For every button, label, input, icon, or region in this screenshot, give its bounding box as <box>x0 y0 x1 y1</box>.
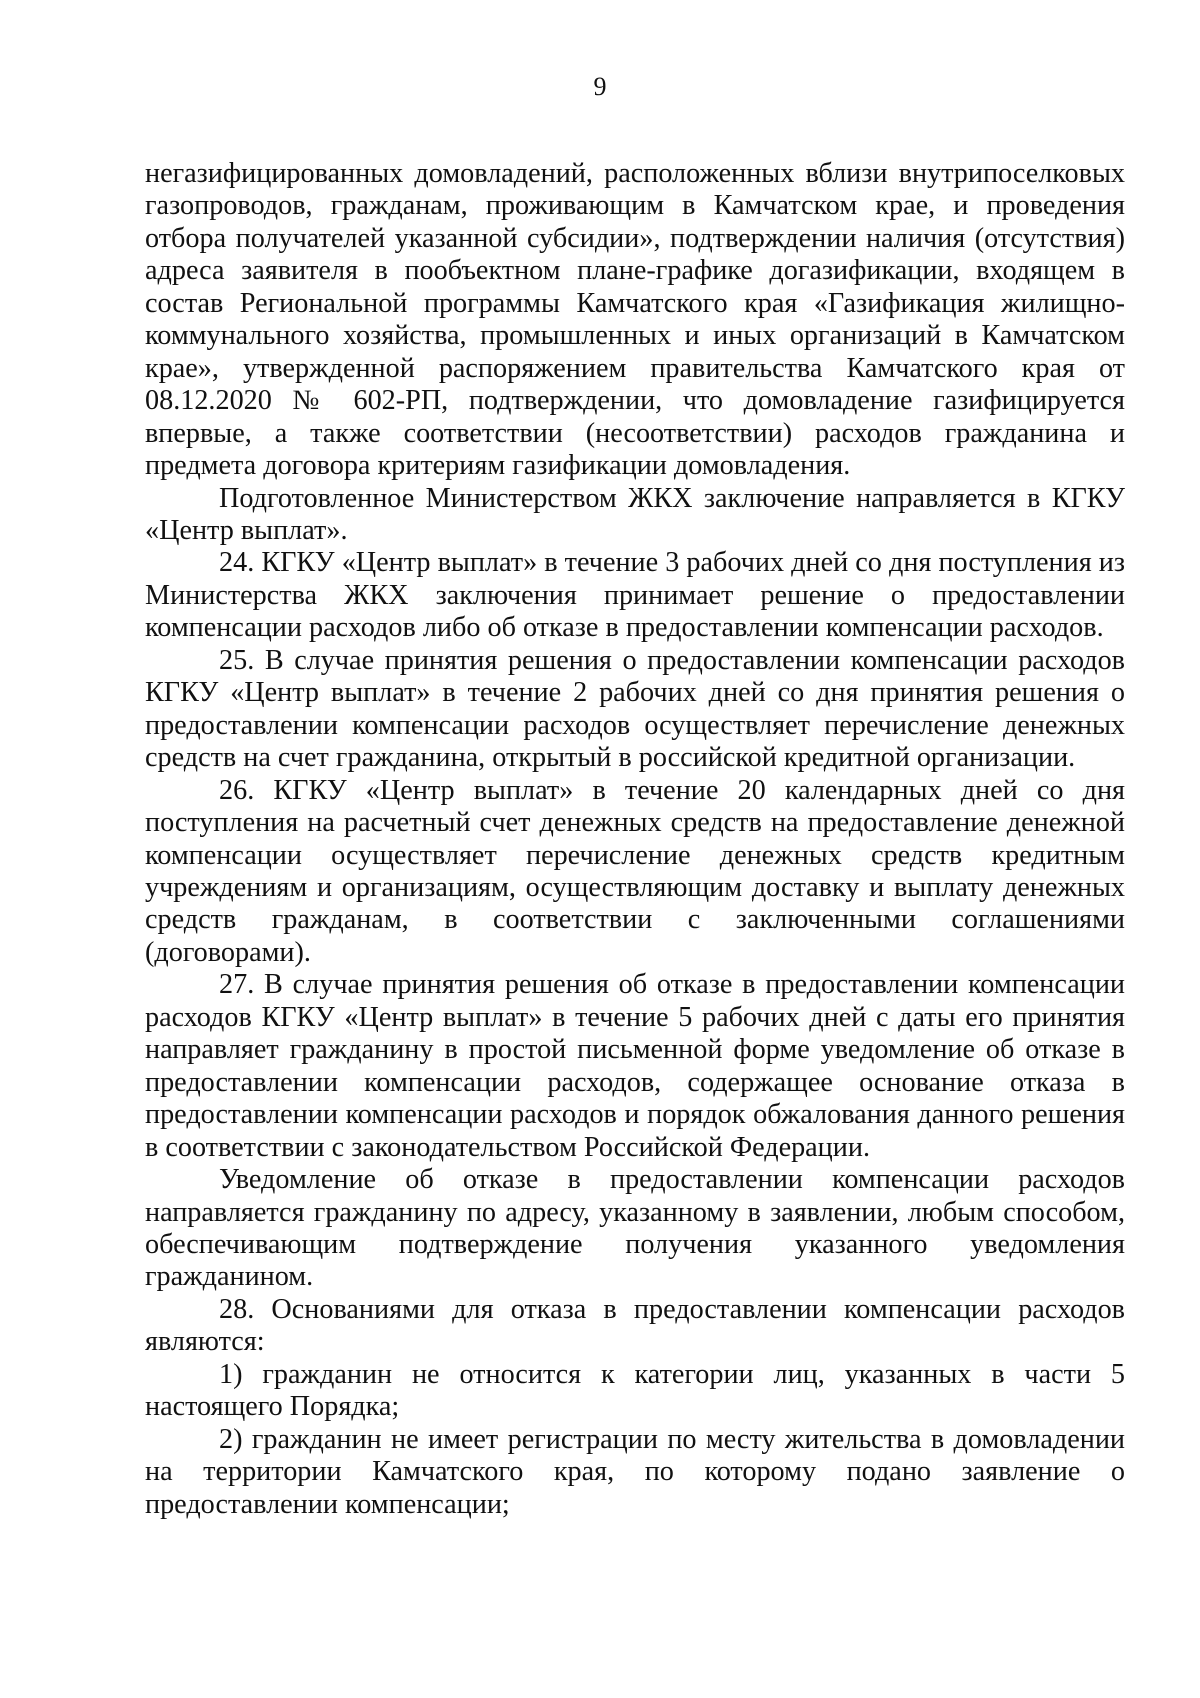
paragraph-item-26: 26. КГКУ «Центр выплат» в течение 20 календарных дней со дня поступления на расчетный счет денежных средств на предоставление денежной компенсации осуществляет перечисление денежных средств кредитным учреждениям и организациям, осуществляющим доставку и выплату денежных средств гражданам, в соответствии с заключенными соглашениями (договорами). <box>145 774 1125 968</box>
paragraph-subitem-2: 2) гражданин не имеет регистрации по месту жительства в домовладении на территории Камчатского края, по которому подано заявление о предоставлении компенсации; <box>145 1423 1125 1520</box>
paragraph-refusal-notice: Уведомление об отказе в предоставлении компенсации расходов направляется гражданину по адресу, указанному в заявлении, любым способом, обеспечивающим подтверждение получения указанного уведомления гражданином. <box>145 1164 1125 1293</box>
paragraph-item-25: 25. В случае принятия решения о предоставлении компенсации расходов КГКУ «Центр выплат» в течение 2 рабочих дней со дня принятия решения о предоставлении компенсации расходов осуществляет перечисление денежных средств на счет гражданина, открытый в российской кредитной организации. <box>145 644 1125 774</box>
paragraph-continuation: негазифицированных домовладений, расположенных вблизи внутрипоселковых газопроводов, гражданам, проживающим в Камчатском крае, и проведения отбора получателей указанной субсидии», подтверждении наличия (отсутствия) адреса заявителя в пообъектном плане-графике догазификации, входящем в состав Региональной программы Камчатского края «Газификация жилищно-коммунального хозяйства, промышленных и иных организаций в Камчатском крае», утвержденной распоряжением правительства Камчатского края от 08.12.2020 № 602-РП, подтверждении, что домовладение газифицируется впервые, а также соответствии (несоответствии) расходов гражданина и предмета договора критериям газификации домовладения. <box>145 158 1125 482</box>
paragraph-item-24: 24. КГКУ «Центр выплат» в течение 3 рабочих дней со дня поступления из Министерства ЖКХ заключения принимает решение о предоставлении компенсации расходов либо об отказе в предоставлении компенсации расходов. <box>145 547 1125 644</box>
document-body <box>145 158 1125 1521</box>
paragraph-conclusion-sent: Подготовленное Министерством ЖКХ заключение направляется в КГКУ «Центр выплат». <box>145 482 1125 546</box>
paragraph-item-28: 28. Основаниями для отказа в предоставлении компенсации расходов являются: <box>145 1293 1125 1358</box>
page-number: 9 <box>593 72 607 101</box>
paragraph-subitem-1: 1) гражданин не относится к категории лиц, указанных в части 5 настоящего Порядка; <box>145 1358 1125 1423</box>
paragraph-item-27: 27. В случае принятия решения об отказе в предоставлении компенсации расходов КГКУ «Центр выплат» в течение 5 рабочих дней с даты его принятия направляет гражданину в простой письменной форме уведомление об отказе в предоставлении компенсации расходов, содержащее основание отказа в предоставлении компенсации расходов и порядок обжалования данного решения в соответствии с законодательством Российской Федерации. <box>145 969 1125 1163</box>
